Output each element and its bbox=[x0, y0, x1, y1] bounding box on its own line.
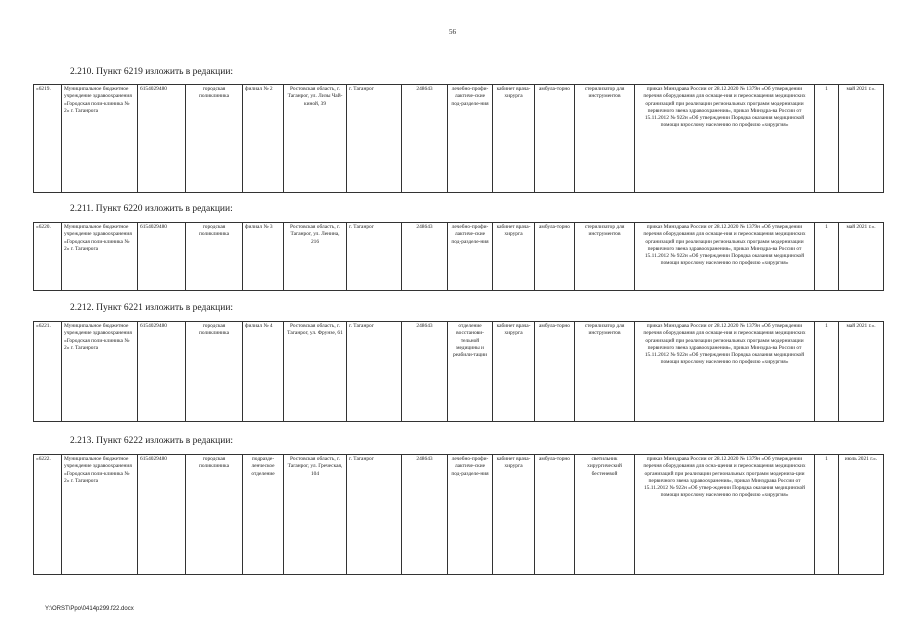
section-heading: 2.211. Пункт 6220 изложить в редакции: bbox=[70, 204, 233, 214]
cell-index: 248643 bbox=[402, 322, 448, 422]
cell-equipment: светильник хирургический бестеневой bbox=[575, 455, 635, 575]
cell-type: городская поликлиника bbox=[186, 223, 243, 291]
section-heading: 2.212. Пункт 6221 изложить в редакции: bbox=[70, 303, 234, 313]
cell-quantity: 1 bbox=[815, 223, 839, 291]
cell-mode: амбула-торно bbox=[535, 85, 575, 193]
cell-inn: 6154029480 bbox=[138, 455, 186, 575]
cell-type: городская поликлиника bbox=[186, 322, 243, 422]
cell-inn: 6154029480 bbox=[138, 85, 186, 193]
cell-organization: Муниципальное бюджетное учреждение здравоохранения «Городская поли-клиника № 2» г. Таганрога bbox=[62, 85, 138, 193]
cell-equipment: стерилизатор для инструментов bbox=[575, 85, 635, 193]
cell-organization: Муниципальное бюджетное учреждение здравоохранения «Городская поли-клиника № 2» г. Таганрога bbox=[62, 322, 138, 422]
section-heading: 2.210. Пункт 6219 изложить в редакции: bbox=[70, 67, 234, 77]
footer-file-path: Y:\ORST\Ppo\0414p299.f22.docx bbox=[45, 606, 134, 612]
cell-order: приказ Минздрава России от 28.12.2020 № 1379н «Об утверждении перечня оборудования для оснаще-ния и переоснащения медицинских организаций при реализации региональных программ модернизации первичного звена здравоохранения», приказ Минздра-ва России от 15.11.2012 № 922н «Об утверждении Порядка оказания медицинской помощи взрослому населению по профилю «хирургия» bbox=[635, 322, 815, 422]
amendment-table bbox=[33, 222, 884, 291]
cell-order: приказ Минздрава России от 28.12.2020 № 1379н «Об утверждении перечня оборудования для оснаще-ния и переоснащения медицинских организаций при реализации региональных программ модернизации первичного звена здравоохранения», приказ Минздра-ва России от 15.11.2012 № 922н «Об утверждении Порядка оказания медицинской помощи взрослому населению по профилю «хирургия» bbox=[635, 223, 815, 291]
page-number: 56 bbox=[449, 28, 456, 36]
cell-address: Ростовская область, г. Таганрог, ул. Лизы Чай-киной, 39 bbox=[284, 85, 347, 193]
amendment-table bbox=[33, 84, 884, 193]
cell-city: г. Таганрог bbox=[347, 322, 402, 422]
cell-room: кабинет врача-хирурга bbox=[493, 85, 535, 193]
cell-room: кабинет врача-хирурга bbox=[493, 223, 535, 291]
cell-branch: подразде-ленческое отделение bbox=[243, 455, 284, 575]
cell-quantity: 1 bbox=[815, 322, 839, 422]
cell-index: 248643 bbox=[402, 85, 448, 193]
cell-city: г. Таганрог bbox=[347, 85, 402, 193]
amendment-table bbox=[33, 321, 884, 422]
cell-number: «6220. bbox=[34, 223, 62, 291]
cell-number: «6221. bbox=[34, 322, 62, 422]
cell-order: приказ Минздрава России от 28.12.2020 № 1379н «Об утверждении перечня оборудования для осна-щения и переоснащения медицинских организаций при реализации региональных программ модерниза-ции первичного звена здравоохранения», приказ Минздрава России от 15.11.2012 № 922н «Об утвер-ждении Порядка оказания медицинской помощи взрослому населению по профилю «хирургия» bbox=[635, 455, 815, 575]
cell-date: май 2021 г.». bbox=[839, 223, 884, 291]
cell-type: городская поликлиника bbox=[186, 455, 243, 575]
section-heading: 2.213. Пункт 6222 изложить в редакции: bbox=[70, 436, 234, 446]
cell-quantity: 1 bbox=[815, 455, 839, 575]
cell-mode: амбула-торно bbox=[535, 455, 575, 575]
cell-mode: амбула-торно bbox=[535, 322, 575, 422]
cell-number: «6219. bbox=[34, 85, 62, 193]
table-row bbox=[34, 455, 884, 575]
cell-equipment: стерилизатор для инструментов bbox=[575, 223, 635, 291]
cell-index: 248643 bbox=[402, 455, 448, 575]
cell-quantity: 1 bbox=[815, 85, 839, 193]
table-row bbox=[34, 223, 884, 291]
cell-inn: 6154029480 bbox=[138, 223, 186, 291]
cell-branch: филиал № 2 bbox=[243, 85, 284, 193]
cell-mode: амбула-торно bbox=[535, 223, 575, 291]
cell-city: г. Таганрог bbox=[347, 455, 402, 575]
cell-type: городская поликлиника bbox=[186, 85, 243, 193]
cell-department: лечебно-профи-лактиче-ские под-разделе-ния bbox=[448, 85, 493, 193]
cell-date: июль 2021 г.». bbox=[839, 455, 884, 575]
cell-room: кабинет врача-хирурга bbox=[493, 455, 535, 575]
cell-address: Ростовская область, г. Таганрог, ул. Ленина, 216 bbox=[284, 223, 347, 291]
cell-organization: Муниципальное бюджетное учреждение здравоохранения «Городская поли-клиника № 2» г. Таганрога bbox=[62, 223, 138, 291]
amendment-table bbox=[33, 454, 884, 575]
cell-order: приказ Минздрава России от 28.12.2020 № 1379н «Об утверждении перечня оборудования для оснаще-ния и переоснащения медицинских организаций при реализации региональных программ модернизации первичного звена здравоохранения», приказ Минздра-ва России от 15.11.2012 № 922н «Об утверждении Порядка оказания медицинской помощи взрослому населению по профилю «хирургия» bbox=[635, 85, 815, 193]
cell-department: лечебно-профи-лактиче-ские под-разделе-ния bbox=[448, 223, 493, 291]
cell-organization: Муниципальное бюджетное учреждение здравоохранения «Городская поли-клиника № 2» г. Таганрога bbox=[62, 455, 138, 575]
cell-inn: 6154029480 bbox=[138, 322, 186, 422]
cell-equipment: стерилизатор для инструментов bbox=[575, 322, 635, 422]
cell-department: отделение восстанови-тельной медицины и реабили-тации bbox=[448, 322, 493, 422]
cell-department: лечебно-профи-лактиче-ские под-разделе-ния bbox=[448, 455, 493, 575]
cell-date: май 2021 г.». bbox=[839, 322, 884, 422]
cell-date: май 2021 г.». bbox=[839, 85, 884, 193]
cell-branch: филиал № 4 bbox=[243, 322, 284, 422]
cell-branch: филиал № 3 bbox=[243, 223, 284, 291]
cell-address: Ростовская область, г. Таганрог, ул. Греческая, 104 bbox=[284, 455, 347, 575]
cell-address: Ростовская область, г. Таганрог, ул. Фрунзе, 61 bbox=[284, 322, 347, 422]
cell-room: кабинет врача-хирурга bbox=[493, 322, 535, 422]
table-row bbox=[34, 85, 884, 193]
cell-number: «6222. bbox=[34, 455, 62, 575]
cell-index: 248643 bbox=[402, 223, 448, 291]
cell-city: г. Таганрог bbox=[347, 223, 402, 291]
table-row bbox=[34, 322, 884, 422]
